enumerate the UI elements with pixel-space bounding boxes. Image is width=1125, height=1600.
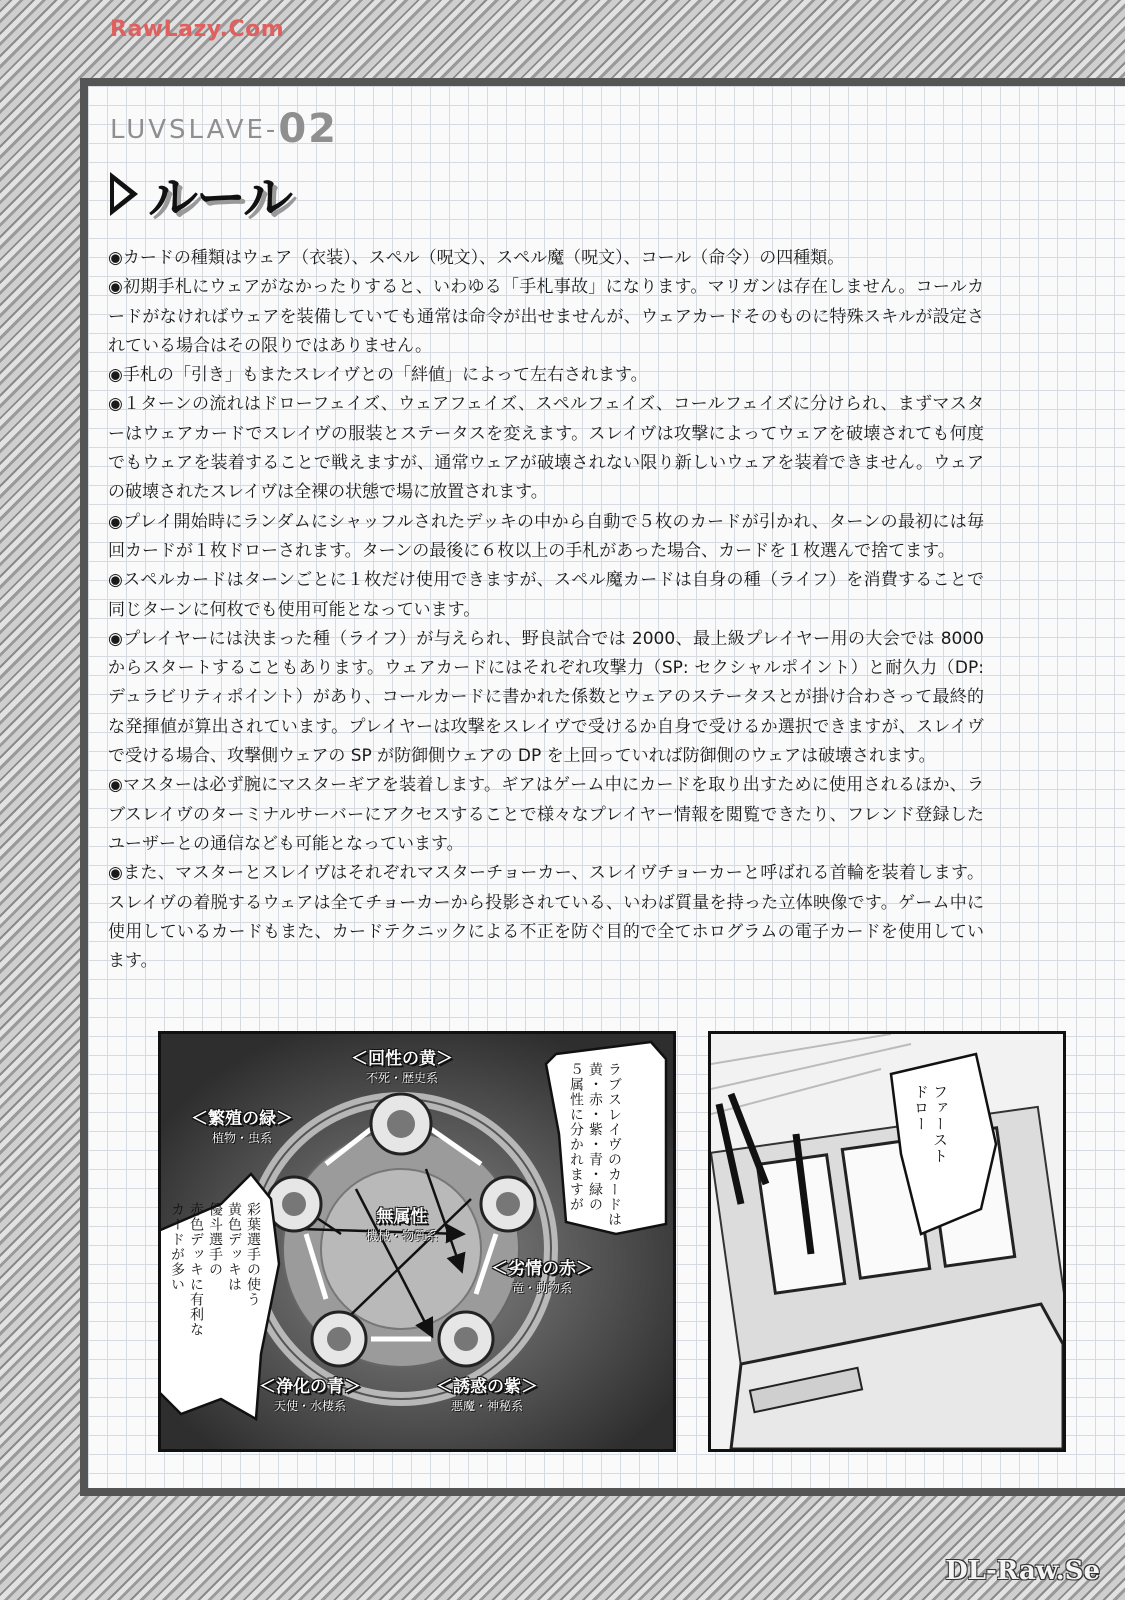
speech-bubble-first-draw: ファースト ドロー xyxy=(912,1084,949,1164)
first-draw-panel xyxy=(708,1031,1066,1452)
series-number: 02 xyxy=(278,106,338,152)
series-prefix: LUVSLAVE- xyxy=(110,115,279,145)
attribute-diagram-panel xyxy=(158,1031,676,1452)
rule-item: ◉プレイヤーには決まった種（ライフ）が与えられ、野良試合では 2000、最上級プレイヤー用の大会では 8000 からスタートすることもあります。ウェアカードにはそれぞれ攻撃力（SP: セクシャルポイント）と耐久力（DP: デュラビリティポイント）があり、コールカードに書かれた係数とウェアのステータスとが掛け合わさって最終的な発揮値が算出されています。プレイヤーは攻撃をスレイヴで受けるか自身で受けるか選択できますが、スレイヴで受ける場合、攻撃側ウェアの SP が防御側ウェアの DP を上回っていれば防御側のウェアは破壊されます。 xyxy=(108,628,984,767)
series-label xyxy=(110,106,338,152)
rule-item: ◉マスターは必ず腕にマスターギアを装着します。ギアはゲーム中にカードを取り出すために使用されるほか、ラブスレイヴのターミナルサーバーにアクセスすることで様々なプレイヤー情報を閲覧できたり、フレンド登録したユーザーとの通信なども可能となっています。 xyxy=(108,775,984,854)
rule-item: ◉１ターンの流れはドローフェイズ、ウェアフェイズ、スペルフェイズ、コールフェイズに分けられ、まずマスターはウェアカードでスレイヴの服装とステータスを変えます。スレイヴは攻撃によってウェアを破壊されても何度でもウェアを装着することで戦えますが、通常ウェアが破壊されない限り新しいウェアを装着できません。ウェアの破壊されたスレイヴは全裸の状態で場に放置されます。 xyxy=(108,394,984,503)
page-heading xyxy=(110,164,291,227)
page-title: ルール xyxy=(148,169,291,227)
speech-bubble-left: 彩葉選手の使う 黄色デッキは 優斗選手の 赤色デッキに有利な カードが多い xyxy=(169,1202,261,1337)
watermark-top: RawLazy.Com xyxy=(110,17,285,42)
rule-item: ◉スペルカードはターンごとに１枚だけ使用できますが、スペル魔カードは自身の種（ライフ）を消費することで同じターンに何枚でも使用可能となっています。 xyxy=(108,570,984,620)
attribute-label-purple: ＜誘惑の紫＞ 悪魔・神秘系 xyxy=(436,1377,538,1413)
play-triangle-icon xyxy=(110,172,138,216)
speech-bubble-right: ラブスレイヴのカードは 黄・赤・紫・青・緑の ５属性に分かれますが xyxy=(568,1062,622,1227)
rule-item: ◉カードの種類はウェア（衣装）、スペル（呪文）、スペル魔（呪文）、コール（命令）の四種類。 xyxy=(108,248,845,268)
first-draw-art xyxy=(711,1034,1063,1449)
attribute-label-neutral: 無属性 機械・物質系 xyxy=(366,1207,439,1243)
attribute-label-red: ＜劣情の赤＞ 竜・動物系 xyxy=(491,1259,593,1295)
rule-item: ◉初期手札にウェアがなかったりすると、いわゆる「手札事故」になります。マリガンは存在しません。コールカードがなければウェアを装備していても通常は命令が出せませんが、ウェアカードそのものに特殊スキルが設定されている場合はその限りではありません。 xyxy=(108,277,984,356)
rules-page xyxy=(88,86,1125,1488)
watermark-bottom: DL-Raw.Se xyxy=(945,1556,1100,1586)
attribute-label-green: ＜繁殖の緑＞ 植物・虫系 xyxy=(191,1109,293,1145)
rules-list xyxy=(108,244,984,976)
rule-item: ◉プレイ開始時にランダムにシャッフルされたデッキの中から自動で５枚のカードが引かれ、ターンの最初には毎回カードが１枚ドローされます。ターンの最後に６枚以上の手札があった場合、カードを１枚選んで捨てます。 xyxy=(108,511,984,561)
rule-item: ◉手札の「引き」もまたスレイヴとの「絆値」によって左右されます。 xyxy=(108,365,648,386)
attribute-label-blue: ＜浄化の青＞ 天使・水棲系 xyxy=(259,1377,361,1413)
rule-item: ◉また、マスターとスレイヴはそれぞれマスターチョーカー、スレイヴチョーカーと呼ばれる首輪を装着します。スレイヴの着脱するウェアは全てチョーカーから投影されている、いわば質量を持った立体映像です。ゲーム中に使用しているカードもまた、カードテクニックによる不正を防ぐ目的で全てホログラムの電子カードを使用しています。 xyxy=(108,863,984,972)
attribute-label-yellow: ＜回性の黄＞ 不死・歴史系 xyxy=(351,1049,453,1085)
